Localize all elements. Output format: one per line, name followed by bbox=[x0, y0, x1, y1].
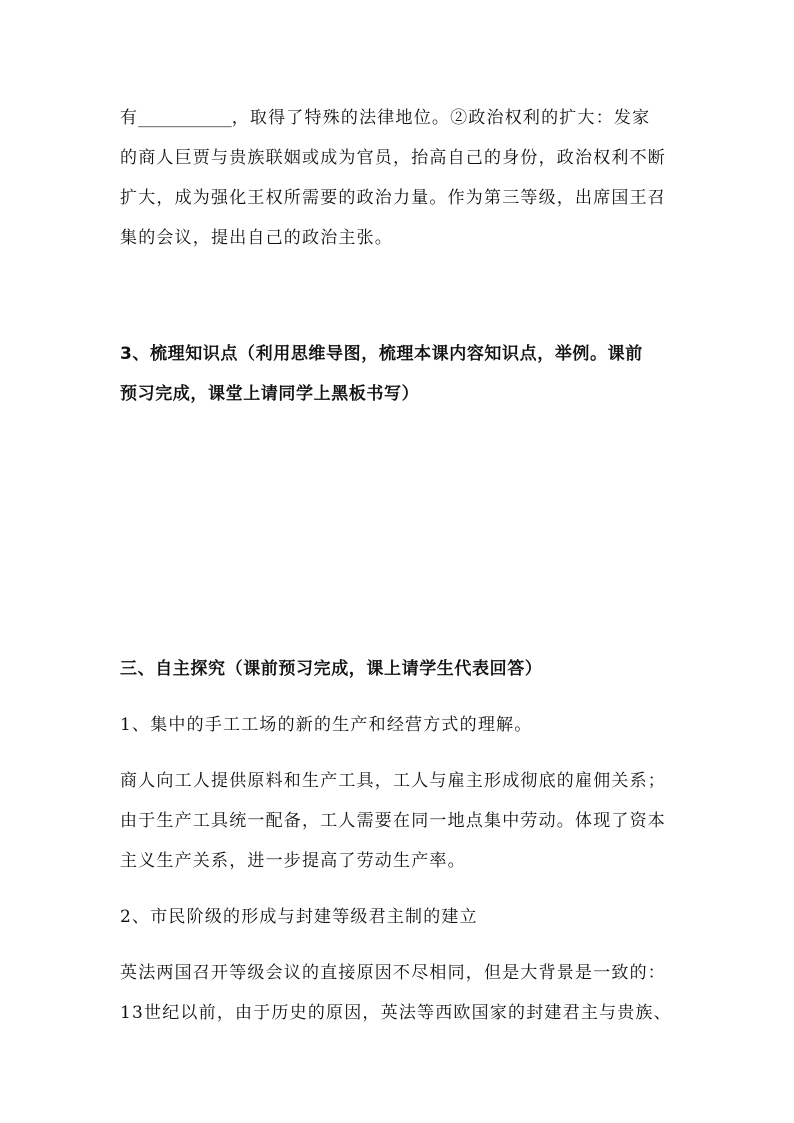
section-heading: 3、梳理知识点（利用思维导图，梳理本课内容知识点，举例。课前 bbox=[120, 344, 643, 364]
question-title: 1、集中的手工工场的新的生产和经营方式的理解。 bbox=[120, 715, 533, 735]
text-line bbox=[120, 106, 650, 130]
answer-line: 主义生产关系，进一步提高了劳动生产率。 bbox=[120, 851, 466, 871]
section-heading-continued: 预习完成，课堂上请同学上黑板书写） bbox=[120, 384, 420, 404]
answer-line: 由于生产工具统一配备，工人需要在同一地点集中劳动。体现了资本 bbox=[120, 811, 666, 831]
text-line: 集的会议，提出自己的政治主张。 bbox=[120, 228, 393, 248]
answer-line: 商人向工人提供原料和生产工具，工人与雇主形成彻底的雇佣关系； bbox=[120, 771, 666, 791]
text-line: 的商人巨贾与贵族联姻或成为官员，抬高自己的身份，政治权利不断 bbox=[120, 148, 666, 168]
text-segment: 有 bbox=[120, 108, 139, 128]
question-title: 2、市民阶级的形成与封建等级君主制的建立 bbox=[120, 907, 478, 927]
text-segment: ，取得了特殊的法律地位。②政治权利的扩大：发家 bbox=[231, 108, 651, 128]
fill-in-blank[interactable]: ___________ bbox=[138, 108, 232, 128]
part-heading: 三、自主探究（课前预习完成，课上请学生代表回答） bbox=[120, 659, 543, 679]
answer-line: 英法两国召开等级会议的直接原因不尽相同，但是大背景是一致的： bbox=[120, 963, 666, 983]
answer-line: 13世纪以前，由于历史的原因，英法等西欧国家的封建君主与贵族、 bbox=[120, 1003, 672, 1023]
text-line: 扩大，成为强化王权所需要的政治力量。作为第三等级，出席国王召 bbox=[120, 188, 666, 208]
